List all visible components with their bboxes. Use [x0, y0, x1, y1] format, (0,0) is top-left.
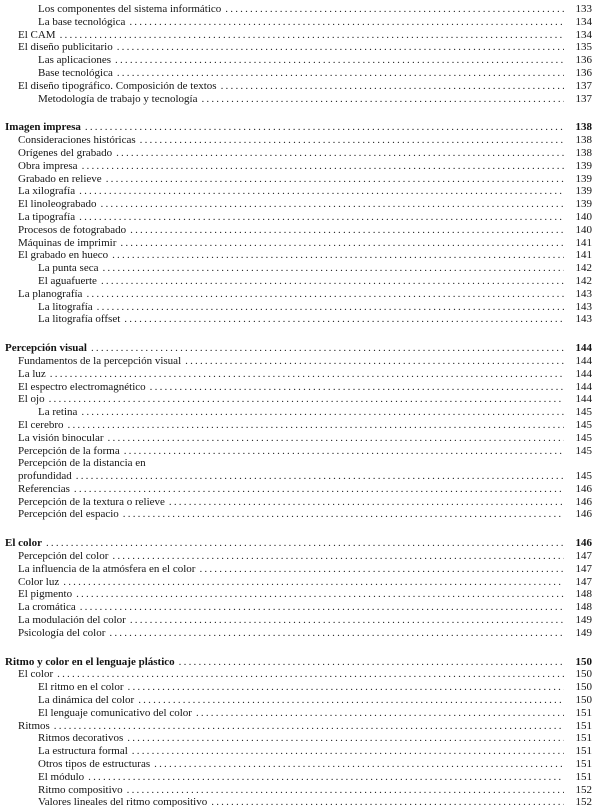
dot-leader	[106, 173, 564, 186]
toc-page-number: 139	[575, 159, 592, 172]
toc-entry	[5, 134, 592, 147]
dot-leader	[196, 707, 564, 720]
toc-entry-title: La estructura formal	[38, 745, 128, 758]
dot-leader	[128, 681, 564, 694]
toc-page-number: 147	[575, 575, 592, 588]
toc-entry	[5, 694, 592, 707]
toc-page-number: 146	[575, 508, 592, 521]
toc-entry	[5, 496, 592, 509]
dot-leader	[150, 381, 564, 394]
toc-page-number: 151	[575, 706, 592, 719]
toc-page-number: 148	[575, 588, 592, 601]
dot-leader	[60, 29, 564, 42]
dot-leader	[201, 93, 564, 106]
toc-entry	[5, 93, 592, 106]
toc-entry-title: La luz	[18, 367, 46, 380]
toc-entry	[5, 614, 592, 627]
toc-entry-title: Percepción de la distancia en	[18, 457, 146, 470]
toc-entry-title: El color	[18, 668, 54, 681]
dot-leader	[57, 668, 564, 681]
dot-leader	[127, 732, 564, 745]
toc-page-number: 146	[575, 482, 592, 495]
toc-page-number: 150	[575, 668, 592, 681]
toc-page-number: 146	[575, 537, 592, 550]
toc-entry	[5, 720, 592, 733]
toc-page-number: 141	[575, 249, 592, 262]
toc-page-number: 150	[575, 681, 592, 694]
toc-page-number: 139	[575, 198, 592, 211]
toc-page-number: 151	[575, 732, 592, 745]
toc-entry-title: Valores lineales del ritmo compositivo	[38, 796, 208, 807]
dot-leader	[130, 224, 564, 237]
dot-leader	[88, 771, 564, 784]
dot-leader	[115, 54, 564, 67]
toc-entry	[5, 173, 592, 186]
toc-entry	[5, 588, 592, 601]
dot-leader	[85, 121, 564, 134]
toc-page-number: 142	[575, 274, 592, 287]
toc-entry-title: El CAM	[18, 28, 56, 41]
dot-leader	[101, 198, 564, 211]
toc-entry	[5, 16, 592, 29]
dot-leader	[124, 445, 564, 458]
toc-entry-title: Procesos de fotograbado	[18, 223, 127, 236]
toc-entry	[5, 445, 592, 458]
toc-section-header	[5, 121, 592, 134]
dot-leader	[199, 563, 564, 576]
dot-leader	[91, 342, 564, 355]
dot-leader	[169, 496, 564, 509]
toc-page-number: 144	[575, 380, 592, 393]
toc-entry	[5, 355, 592, 368]
toc-entry	[5, 796, 592, 807]
toc-entry-title: Psicología del color	[18, 626, 106, 639]
dot-leader	[116, 147, 564, 160]
toc-page-number: 137	[575, 92, 592, 105]
toc-entry-title: Base tecnológica	[38, 66, 113, 79]
toc-entry-title: El grabado en hueco	[18, 249, 109, 262]
toc-page-number: 143	[575, 313, 592, 326]
toc-entry	[5, 784, 592, 797]
toc-entry-title: Las aplicaciones	[38, 54, 111, 67]
toc-entry-title: El color	[5, 537, 42, 550]
toc-page-number: 133	[575, 3, 592, 15]
toc-entry	[5, 262, 592, 275]
toc-entry-title: profundidad	[18, 470, 72, 483]
toc-entry	[5, 771, 592, 784]
toc-entry	[5, 393, 592, 406]
toc-entry-title: La visión binocular	[18, 431, 104, 444]
toc-entry-title: Ritmo compositivo	[38, 783, 123, 796]
dot-leader	[97, 301, 564, 314]
toc-entry-title: Percepción de la textura o relieve	[18, 495, 165, 508]
toc-page-number: 143	[575, 300, 592, 313]
toc-entry-title: Ritmo y color en el lenguaje plástico	[5, 655, 175, 668]
dot-leader	[63, 576, 564, 589]
dot-leader	[81, 406, 564, 419]
toc-entry	[5, 457, 592, 470]
toc-entry	[5, 508, 592, 521]
toc-page-number: 152	[575, 796, 592, 807]
toc-entry	[5, 576, 592, 589]
toc-entry	[5, 668, 592, 681]
toc-entry-title: Los componentes del sistema informático	[38, 3, 222, 15]
toc-page-number: 151	[575, 770, 592, 783]
toc-entry-title: El diseño tipográfico. Composición de textos	[18, 79, 217, 92]
toc-page-number: 142	[575, 262, 592, 275]
toc-entry	[5, 237, 592, 250]
toc-page-number: 145	[575, 418, 592, 431]
dot-leader	[86, 288, 564, 301]
toc-entry-title: Percepción del espacio	[18, 508, 119, 521]
toc-entry-title: La punta seca	[38, 262, 99, 275]
toc-page-number: 143	[575, 287, 592, 300]
toc-entry-title: La retina	[38, 406, 78, 419]
toc-entry	[5, 29, 592, 42]
dot-leader	[225, 3, 564, 16]
dot-leader	[130, 614, 564, 627]
dot-leader	[79, 211, 564, 224]
dot-leader	[109, 627, 564, 640]
toc-entry	[5, 381, 592, 394]
toc-entry-title: La tipografía	[18, 210, 76, 223]
toc-page-number: 139	[575, 172, 592, 185]
toc-entry	[5, 368, 592, 381]
toc-page-number: 146	[575, 495, 592, 508]
toc-entry-title: La modulación del color	[18, 614, 126, 627]
dot-leader	[179, 656, 564, 669]
dot-leader	[108, 432, 564, 445]
toc-entry	[5, 41, 592, 54]
toc-entry-title: La base tecnológica	[38, 15, 126, 28]
toc-entry-title: Otros tipos de estructuras	[38, 758, 151, 771]
dot-leader	[117, 41, 564, 54]
dot-leader	[123, 508, 564, 521]
dot-leader	[154, 758, 564, 771]
toc-entry	[5, 198, 592, 211]
dot-leader	[120, 237, 564, 250]
toc-entry	[5, 67, 592, 80]
toc-entry-title: Máquinas de imprimir	[18, 236, 117, 249]
toc-entry	[5, 432, 592, 445]
dot-leader	[76, 588, 564, 601]
toc-entry	[5, 211, 592, 224]
toc-page-number: 144	[575, 354, 592, 367]
toc-entry-title: La dinámica del color	[38, 694, 135, 707]
dot-leader	[50, 368, 564, 381]
dot-leader	[129, 16, 564, 29]
toc-entry-title: Metodología de trabajo y tecnología	[38, 92, 198, 105]
toc-entry	[5, 707, 592, 720]
toc-page-number: 152	[575, 783, 592, 796]
dot-leader	[112, 249, 564, 262]
dot-leader	[101, 275, 564, 288]
toc-page-number: 139	[575, 185, 592, 198]
toc-entry-title: El cerebro	[18, 418, 64, 431]
toc-page-number: 151	[575, 758, 592, 771]
toc-entry-title: El espectro electromagnético	[18, 380, 146, 393]
toc-entry	[5, 627, 592, 640]
toc-entry	[5, 54, 592, 67]
toc-page-number: 145	[575, 406, 592, 419]
dot-leader	[132, 745, 564, 758]
toc-page-number: 144	[575, 393, 592, 406]
toc-entry-title: El linoleograbado	[18, 198, 97, 211]
dot-leader	[68, 419, 565, 432]
toc-entry	[5, 681, 592, 694]
toc-page-number: 136	[575, 66, 592, 79]
toc-entry	[5, 601, 592, 614]
toc-entry-title: La influencia de la atmósfera en el color	[18, 562, 196, 575]
toc-page-number: 141	[575, 236, 592, 249]
toc-entry-title: La xilografía	[18, 185, 76, 198]
toc-page-number: 147	[575, 562, 592, 575]
toc-entry	[5, 301, 592, 314]
toc-page-number: 135	[575, 41, 592, 54]
toc-entry	[5, 758, 592, 771]
toc-page-number: 134	[575, 15, 592, 28]
dot-leader	[46, 537, 564, 550]
toc-section-header	[5, 342, 592, 355]
toc-page-number: 148	[575, 601, 592, 614]
dot-leader	[82, 160, 564, 173]
toc-page-number: 134	[575, 28, 592, 41]
toc-list	[5, 3, 592, 807]
toc-entry-title: Percepción de la forma	[18, 444, 120, 457]
dot-leader	[185, 355, 564, 368]
toc-entry-title: El pigmento	[18, 588, 73, 601]
dot-leader	[49, 393, 564, 406]
toc-entry-title: Percepción del color	[18, 550, 109, 563]
toc-page-number: 140	[575, 223, 592, 236]
toc-entry	[5, 732, 592, 745]
toc-entry-title: Ritmos decorativos	[38, 732, 124, 745]
dot-leader	[74, 483, 564, 496]
toc-entry-title: El ojo	[18, 393, 45, 406]
toc-entry	[5, 419, 592, 432]
toc-entry	[5, 80, 592, 93]
dot-leader	[140, 134, 564, 147]
dot-leader	[124, 313, 564, 326]
dot-leader	[80, 601, 564, 614]
toc-entry-title: La cromática	[18, 601, 76, 614]
toc-entry-title: Obra impresa	[18, 159, 78, 172]
toc-entry	[5, 313, 592, 326]
toc-page-number: 144	[575, 342, 592, 355]
toc-entry	[5, 160, 592, 173]
toc-entry	[5, 275, 592, 288]
toc-entry-title: La litografía	[38, 300, 93, 313]
toc-entry-title: El aguafuerte	[38, 274, 97, 287]
toc-entry-title: Grabado en relieve	[18, 172, 102, 185]
toc-page-number: 138	[575, 134, 592, 147]
toc-page-number: 137	[575, 79, 592, 92]
toc-entry-title: Imagen impresa	[5, 121, 81, 134]
dot-leader	[102, 262, 564, 275]
dot-leader	[112, 550, 564, 563]
dot-leader	[221, 80, 564, 93]
dot-leader	[79, 185, 564, 198]
toc-entry-title: Fundamentos de la percepción visual	[18, 354, 182, 367]
toc-page-number: 151	[575, 745, 592, 758]
toc-page-number: 136	[575, 54, 592, 67]
dot-leader	[138, 694, 564, 707]
toc-entry-title: El lenguaje comunicativo del color	[38, 706, 192, 719]
toc-entry-title: Orígenes del grabado	[18, 146, 113, 159]
dot-leader	[127, 784, 564, 797]
toc-entry-title: El diseño publicitario	[18, 41, 113, 54]
toc-entry	[5, 249, 592, 262]
toc-page-number: 138	[575, 121, 592, 134]
toc-section-header	[5, 537, 592, 550]
toc-page-number: 145	[575, 431, 592, 444]
toc-page-number: 145	[575, 470, 592, 483]
toc-entry-title: El ritmo en el color	[38, 681, 124, 694]
toc-page-number: 149	[575, 614, 592, 627]
toc-entry	[5, 745, 592, 758]
dot-leader	[54, 720, 564, 733]
toc-page-number: 151	[575, 719, 592, 732]
toc-entry-title: El módulo	[38, 770, 85, 783]
toc-entry-title: La litografía offset	[38, 313, 121, 326]
toc-page-number: 150	[575, 694, 592, 707]
toc-entry-title: Percepción visual	[5, 342, 87, 355]
toc-page-number: 145	[575, 444, 592, 457]
toc-section-header	[5, 656, 592, 669]
toc-page-number: 149	[575, 626, 592, 639]
toc-page-number: 140	[575, 210, 592, 223]
toc-entry	[5, 3, 592, 16]
toc-entry	[5, 147, 592, 160]
toc-entry-title: La planografía	[18, 287, 83, 300]
toc-entry	[5, 185, 592, 198]
toc-page-number: 150	[575, 655, 592, 668]
toc-entry	[5, 288, 592, 301]
toc-page-number: 147	[575, 550, 592, 563]
toc-entry-title: Color luz	[18, 575, 60, 588]
toc-entry	[5, 224, 592, 237]
dot-leader	[211, 796, 564, 807]
toc-entry	[5, 550, 592, 563]
toc-page-number: 138	[575, 146, 592, 159]
toc-entry-title: Ritmos	[18, 719, 50, 732]
toc-page-number: 144	[575, 367, 592, 380]
toc-entry-title: Referencias	[18, 482, 70, 495]
toc-entry	[5, 563, 592, 576]
dot-leader	[117, 67, 564, 80]
toc-entry-title: Consideraciones históricas	[18, 134, 136, 147]
toc-entry	[5, 406, 592, 419]
toc-entry	[5, 470, 592, 483]
toc-entry	[5, 483, 592, 496]
dot-leader	[76, 470, 564, 483]
